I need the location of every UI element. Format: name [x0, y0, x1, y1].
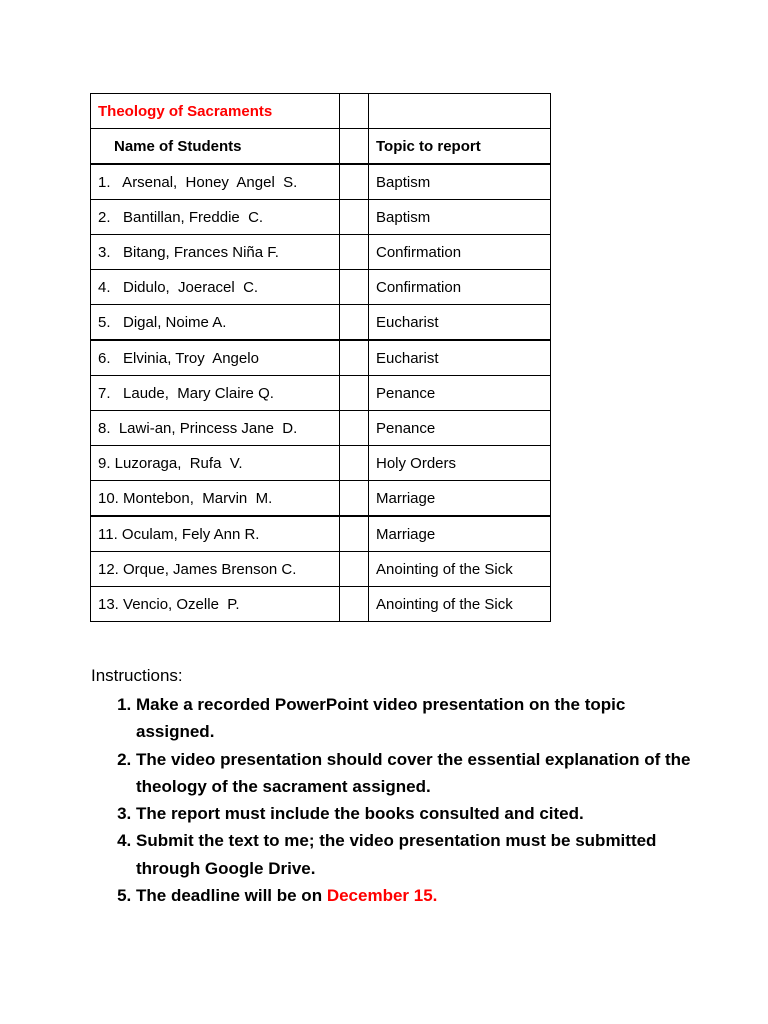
student-topic: Confirmation [369, 235, 551, 270]
instruction-item-deadline [136, 882, 691, 909]
spacer-cell [340, 376, 369, 411]
table-title-row [91, 94, 551, 129]
spacer-cell [340, 200, 369, 235]
instructions-heading: Instructions: [91, 666, 183, 685]
table-title-text: Theology of Sacraments [98, 102, 273, 120]
instruction-item: 4. Submit the text to me; the video presentation must be submitted through Google Drive. [136, 827, 691, 882]
spacer-cell [340, 552, 369, 587]
student-name: 11. Oculam, Fely Ann R. [91, 516, 340, 552]
student-name: 2. Bantillan, Freddie C. [91, 200, 340, 235]
spacer-cell [340, 164, 369, 200]
student-topic: Penance [369, 411, 551, 446]
spacer-cell [340, 446, 369, 481]
instruction-item: 3. The report must include the books consulted and cited. [136, 800, 691, 827]
table-row [91, 376, 551, 411]
spacer-cell [340, 94, 369, 129]
spacer-cell [340, 129, 369, 165]
student-name: 4. Didulo, Joeracel C. [91, 270, 340, 305]
table-row [91, 552, 551, 587]
student-topic: Eucharist [369, 305, 551, 341]
table-row [91, 270, 551, 305]
table-row [91, 305, 551, 341]
spacer-cell [340, 235, 369, 270]
header-topic-to-report: Topic to report [369, 129, 551, 165]
instructions-section [91, 664, 691, 909]
student-name: 7. Laude, Mary Claire Q. [91, 376, 340, 411]
instruction-item: 1. Make a recorded PowerPoint video presentation on the topic assigned. [136, 691, 691, 746]
student-name: 9. Luzoraga, Rufa V. [91, 446, 340, 481]
table-header-row [91, 129, 551, 165]
table-row [91, 200, 551, 235]
student-name: 13. Vencio, Ozelle P. [91, 587, 340, 622]
table-row [91, 446, 551, 481]
student-name: 5. Digal, Noime A. [91, 305, 340, 341]
student-topic: Penance [369, 376, 551, 411]
deadline-date: December 15. [326, 886, 438, 906]
student-topic: Holy Orders [369, 446, 551, 481]
table-title [91, 94, 340, 129]
student-topic: Baptism [369, 164, 551, 200]
students-topics-table [90, 93, 551, 622]
student-name: 12. Orque, James Brenson C. [91, 552, 340, 587]
student-topic: Anointing of the Sick [369, 552, 551, 587]
deadline-prefix: The deadline will be on [136, 886, 327, 906]
student-name: 8. Lawi-an, Princess Jane D. [91, 411, 340, 446]
student-name: 3. Bitang, Frances Niña F. [91, 235, 340, 270]
table-row [91, 587, 551, 622]
student-name: 6. Elvinia, Troy Angelo [91, 340, 340, 376]
student-topic: Anointing of the Sick [369, 587, 551, 622]
spacer-cell [340, 411, 369, 446]
student-name: 10. Montebon, Marvin M. [91, 481, 340, 517]
student-topic: Baptism [369, 200, 551, 235]
student-topic: Eucharist [369, 340, 551, 376]
empty-cell [369, 94, 551, 129]
header-name-of-students: Name of Students [91, 129, 340, 165]
spacer-cell [340, 305, 369, 341]
table-row [91, 516, 551, 552]
instructions-list [91, 691, 691, 909]
instruction-item: 2. The video presentation should cover the essential explanation of the theology of the sacrament assigned. [136, 746, 691, 801]
spacer-cell [340, 340, 369, 376]
table-row [91, 411, 551, 446]
table-row [91, 164, 551, 200]
student-topic: Marriage [369, 516, 551, 552]
spacer-cell [340, 516, 369, 552]
table-row [91, 481, 551, 517]
spacer-cell [340, 481, 369, 517]
student-name: 1. Arsenal, Honey Angel S. [91, 164, 340, 200]
student-topic: Marriage [369, 481, 551, 517]
spacer-cell [340, 270, 369, 305]
spacer-cell [340, 587, 369, 622]
table-row [91, 340, 551, 376]
student-topic: Confirmation [369, 270, 551, 305]
table-row [91, 235, 551, 270]
